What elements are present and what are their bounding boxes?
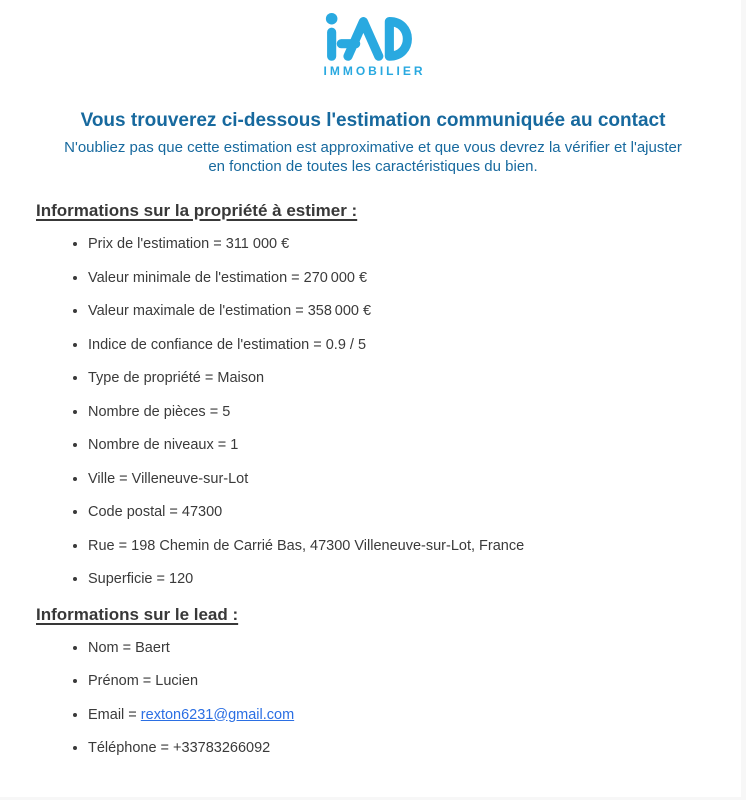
list-item-code-postal: • Code postal = 47300 (88, 504, 746, 521)
section-title-lead: Informations sur le lead : (36, 604, 239, 624)
list-item-rue: • Rue = 198 Chemin de Carrié Bas, 47300 Villeneuve-sur-Lot, France (88, 538, 746, 555)
list-item-prix: • Prix de l'estimation = 311 000 € (88, 236, 746, 253)
list-item-superficie: • Superficie = 120 (88, 571, 746, 588)
list-item-ville: • Ville = Villeneuve-sur-Lot (88, 471, 746, 488)
header-subtitle-line1: N'oubliez pas que cette estimation est approximative et que vous devrez la vérifier et l'ajuster (64, 139, 682, 156)
list-item-email (88, 707, 746, 724)
list-item-prenom: • Prénom = Lucien (88, 673, 746, 690)
list-item-valeur-maximale: • Valeur maximale de l'estimation = 358 000 € (88, 303, 746, 320)
header-subtitle-line2: en fonction de toutes les caractéristiques du bien. (208, 158, 538, 175)
iad-logo-wordmark: IMMOBILIER (323, 64, 426, 78)
lead-info-list (36, 640, 746, 758)
iad-logo (0, 0, 746, 78)
page-title: Vous trouverez ci-dessous l'estimation communiquée au contact (80, 110, 666, 131)
email-link[interactable]: rexton6231@gmail.com (140, 706, 295, 723)
header-subtitle (20, 138, 726, 176)
list-item-nombre-niveaux: • Nombre de niveaux = 1 (88, 437, 746, 454)
list-item-nom: • Nom = Baert (88, 640, 746, 657)
list-item-telephone: • Téléphone = +33783266092 (88, 740, 746, 757)
section-title-property: Informations sur la propriété à estimer : (36, 201, 358, 220)
iad-logo-icon (323, 12, 423, 62)
list-item-type-propriete: • Type de propriété = Maison (88, 370, 746, 387)
property-info-list (36, 236, 746, 588)
email-label: Email = (88, 706, 141, 723)
list-item-valeur-minimale: • Valeur minimale de l'estimation = 270 000 € (88, 270, 746, 287)
list-item-indice-confiance: • Indice de confiance de l'estimation = 0.9 / 5 (88, 337, 746, 354)
list-item-nombre-pieces: • Nombre de pièces = 5 (88, 404, 746, 421)
